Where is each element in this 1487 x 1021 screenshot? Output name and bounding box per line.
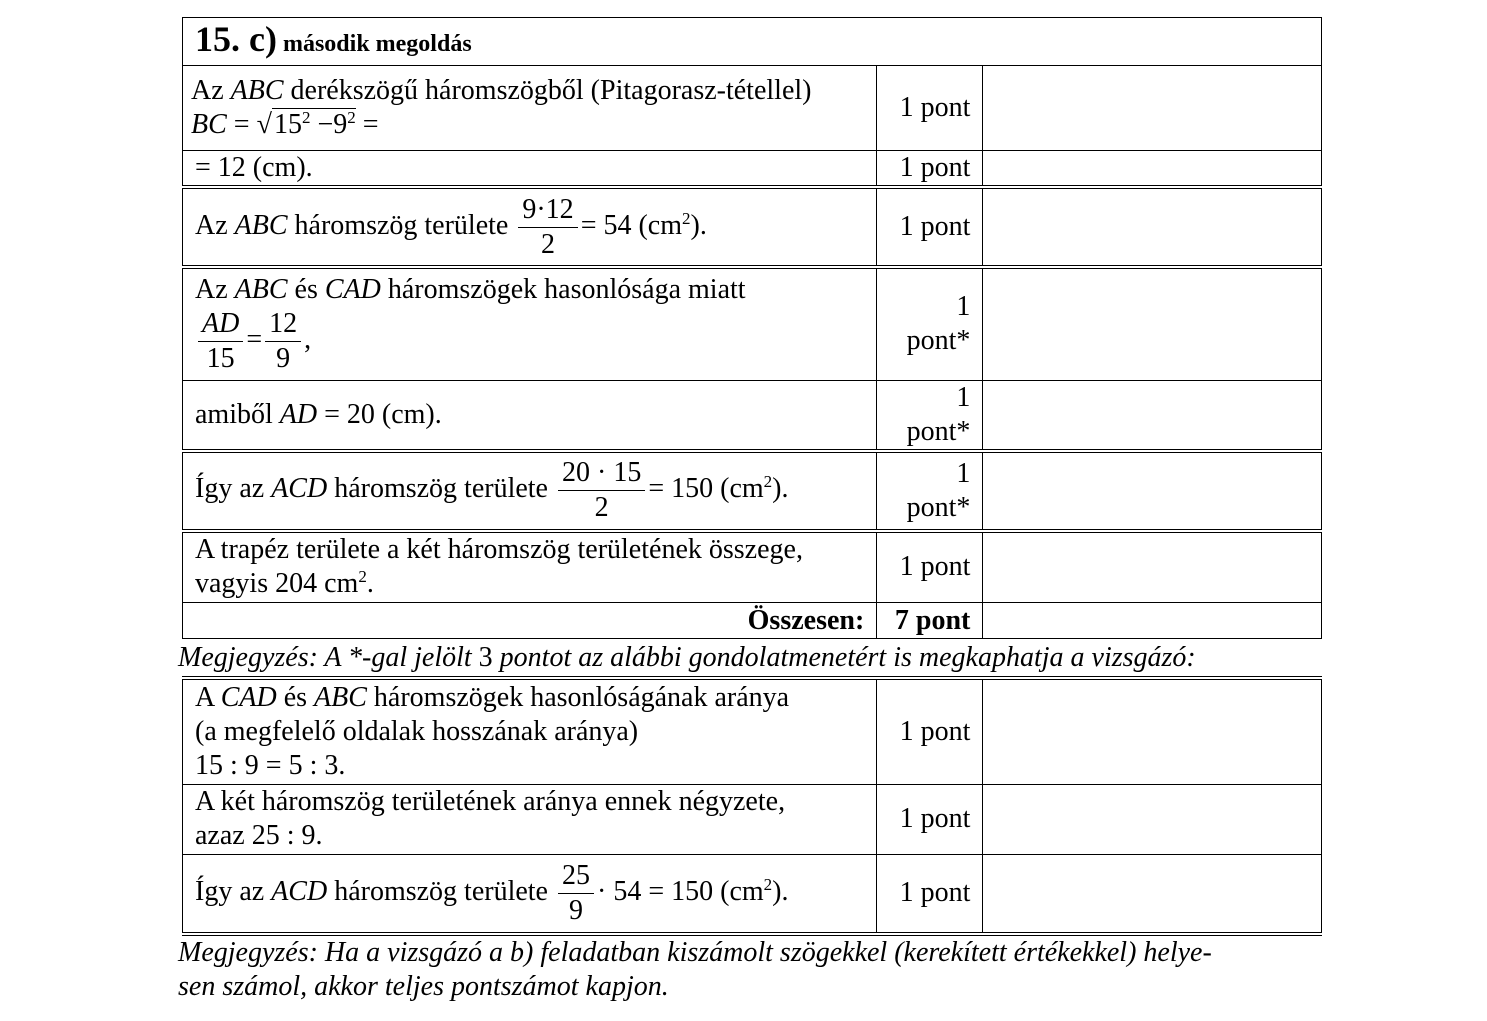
points-cell: 1 pont: [877, 151, 983, 188]
note-alternative: Megjegyzés: A *-gal jelölt 3 pontot az alábbi gondolatmenetért is megkaphatja a vizsgázó:: [178, 642, 1196, 673]
solution-step: A CAD és ABC háromszögek hasonlóságának aránya (a megfelelő oldalak hosszának aránya) 15 : 9 = 5 : 3.: [183, 678, 877, 784]
solution-step: Így az ACD háromszög területe $\frac{25}{9}$ · 54 = 150 $(cm^2)$.: [183, 854, 877, 934]
grader-cell: [983, 784, 1322, 854]
points-cell: 1 pont: [877, 187, 983, 267]
table-row: [183, 66, 1322, 151]
points-cell: 1 pont*: [877, 380, 983, 451]
points-cell: 1 pont: [877, 678, 983, 784]
table-row: [183, 187, 1322, 267]
table-row: [183, 784, 1322, 854]
grader-cell: [983, 267, 1322, 380]
grader-cell: [983, 678, 1322, 784]
grader-cell: [983, 66, 1322, 151]
table-row: [183, 451, 1322, 531]
total-row: [183, 603, 1322, 639]
points-cell: 1 pont*: [877, 267, 983, 380]
grader-cell: [983, 151, 1322, 188]
grader-cell: [983, 380, 1322, 451]
table-row: [183, 531, 1322, 603]
grader-cell: [983, 603, 1322, 639]
fraction: $\frac{AD}{15}$: [198, 307, 243, 376]
scoring-table-alternative: [182, 676, 1322, 936]
table-row: [183, 151, 1322, 188]
solution-step: Az ABC és CAD háromszögek hasonlósága miatt $\frac{AD}{15}$ = $\frac{12}{9}$ ,: [183, 267, 877, 380]
points-cell: 1 pont: [877, 854, 983, 934]
scoring-table-main: [182, 17, 1322, 639]
total-points: 7 pont: [877, 603, 983, 639]
points-cell: 1 pont: [877, 784, 983, 854]
solution-step: = 12 (cm).: [183, 151, 877, 188]
points-cell: 1 pont: [877, 531, 983, 603]
solution-step: Az ABC háromszög területe $\frac{9\cdot 12}{2}$ = 54 $(cm^2)$.: [183, 187, 877, 267]
solution-step: A két háromszög területének aránya ennek négyzete, azaz 25 : 9.: [183, 784, 877, 854]
section-title: 15. c) második megoldás: [183, 18, 1322, 66]
table-row: [183, 267, 1322, 380]
solution-step: Az ABC derékszögű háromszögből (Pitagorasz-tétellel) BC = $√15^2 -9^2$ =: [183, 66, 877, 151]
solution-step: amiből AD = 20 (cm).: [183, 380, 877, 451]
note-angles: Megjegyzés: Ha a vizsgázó a b) feladatban kiszámolt szögekkel (kerekített értékekkel) helye- sen számol, akkor teljes pontszámot kapjon.: [178, 937, 1212, 1002]
points-cell: 1 pont: [877, 66, 983, 151]
total-label: Összesen:: [183, 603, 877, 639]
grader-cell: [983, 531, 1322, 603]
grader-cell: [983, 187, 1322, 267]
table-row: [183, 854, 1322, 934]
grader-cell: [983, 854, 1322, 934]
solution-step: Így az ACD háromszög területe $\frac{20 \cdot 15}{2}$ = 150 $(cm^2)$.: [183, 451, 877, 531]
table-row: [183, 380, 1322, 451]
fraction: $\frac{25}{9}$: [558, 859, 594, 928]
grader-cell: [983, 451, 1322, 531]
solution-step: A trapéz területe a két háromszög területének összege, vagyis 204 $cm^2$.: [183, 531, 877, 603]
fraction: $\frac{20 \cdot 15}{2}$: [558, 456, 645, 525]
points-cell: 1 pont*: [877, 451, 983, 531]
table-row: [183, 678, 1322, 784]
fraction: $\frac{9\cdot 12}{2}$: [518, 193, 577, 262]
fraction: $\frac{12}{9}$: [265, 307, 301, 376]
